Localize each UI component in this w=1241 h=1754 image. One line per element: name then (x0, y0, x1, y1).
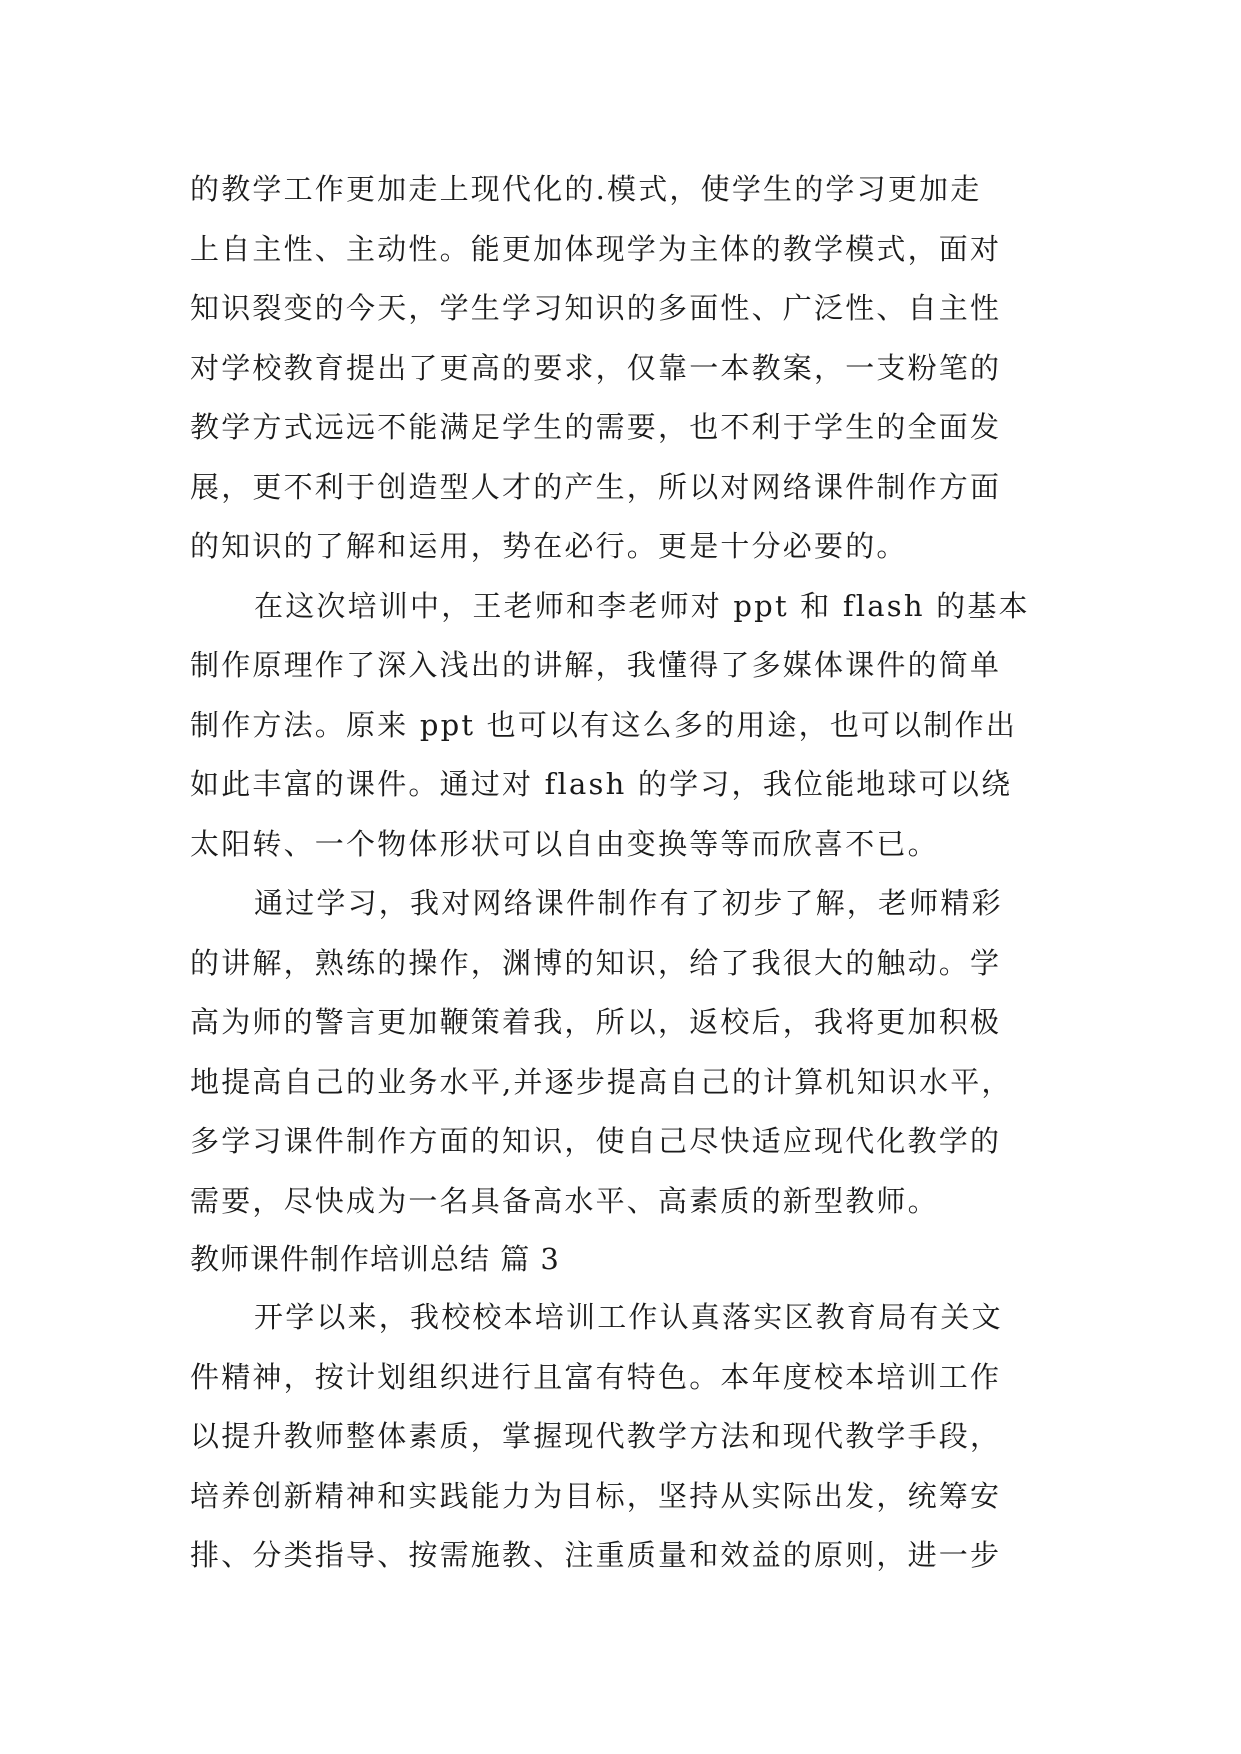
paragraph-2 (190, 577, 1050, 875)
text-line: 件精神，按计划组织进行且富有特色。本年度校本培训工作 (190, 1359, 1002, 1394)
text-line: 地提高自己的业务水平,并逐步提高自己的计算机知识水平， (190, 1064, 1013, 1099)
text-line: 对学校教育提出了更高的要求，仅靠一本教案，一支粉笔的 (190, 350, 1002, 385)
text-line: 的讲解，熟练的操作，渊博的知识，给了我很大的触动。学 (190, 945, 1002, 980)
text-line: 培养创新精神和实践能力为目标，坚持从实际出发，统筹安 (190, 1478, 1002, 1513)
text-line: 展，更不利于创造型人才的产生，所以对网络课件制作方面 (190, 469, 1002, 504)
text-line: 上自主性、主动性。能更加体现学为主体的教学模式，面对 (190, 231, 1002, 266)
paragraph-4 (190, 1288, 1050, 1586)
paragraph-3 (190, 874, 1050, 1231)
text-line: 高为师的警言更加鞭策着我，所以，返校后，我将更加积极 (190, 1005, 1002, 1039)
text-line: 排、分类指导、按需施教、注重质量和效益的原则，进一步 (190, 1538, 1002, 1572)
text-line: 通过学习，我对网络课件制作有了初步了解，老师精彩 (254, 886, 1003, 920)
text-line: 开学以来，我校校本培训工作认真落实区教育局有关文 (254, 1300, 1003, 1334)
paragraph-1 (190, 160, 1050, 577)
text-line: 太阳转、一个物体形状可以自由变换等等而欣喜不已。 (190, 826, 939, 861)
text-line: 的教学工作更加走上现代化的.模式，使学生的学习更加走 (190, 172, 982, 206)
text-line: 知识裂变的今天，学生学习知识的多面性、广泛性、自主性 (190, 291, 1002, 325)
document-body (190, 160, 1050, 1586)
text-line: 多学习课件制作方面的知识，使自己尽快适应现代化教学的 (190, 1124, 1002, 1158)
text-line: 在这次培训中，王老师和李老师对 ppt 和 flash 的基本 (254, 588, 1030, 623)
text-line: 需要，尽快成为一名具备高水平、高素质的新型教师。 (190, 1183, 939, 1218)
text-line: 的知识的了解和运用，势在必行。更是十分必要的。 (190, 529, 908, 563)
text-line: 制作原理作了深入浅出的讲解，我懂得了多媒体课件的简单 (190, 648, 1002, 682)
text-line: 以提升教师整体素质，掌握现代教学方法和现代教学手段， (190, 1419, 1002, 1453)
section-heading: 教师课件制作培训总结 篇 3 (190, 1242, 560, 1276)
text-line: 制作方法。原来 ppt 也可以有这么多的用途，也可以制作出 (190, 707, 1018, 742)
text-line: 教学方式远远不能满足学生的需要，也不利于学生的全面发 (190, 410, 1002, 444)
text-line: 如此丰富的课件。通过对 flash 的学习，我位能地球可以绕 (190, 767, 1013, 801)
